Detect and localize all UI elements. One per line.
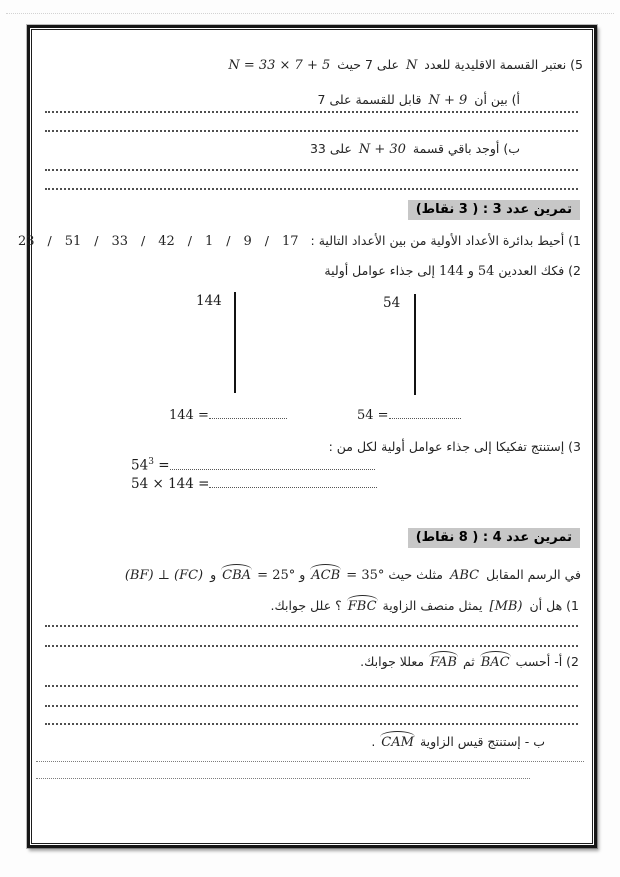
angle-BAC: BAC bbox=[479, 652, 512, 672]
ex4-q2b-period: . bbox=[371, 734, 376, 749]
ex2-item-b-text1: ب) أوجد باقي قسمة bbox=[412, 141, 520, 156]
dotted-answer-line bbox=[45, 723, 578, 725]
ex3-q3-expr1 bbox=[131, 457, 375, 474]
angle-FAB: FAB bbox=[428, 652, 459, 672]
ex2-item5-line bbox=[225, 57, 583, 75]
ex4-q2a-text3: معللا جوابك. bbox=[360, 654, 425, 669]
ex3-q2-conjunction: و bbox=[467, 263, 474, 278]
dotted-answer-line bbox=[45, 130, 578, 132]
prime-candidate-number: 23 bbox=[17, 234, 35, 249]
ex4-intro-line bbox=[122, 565, 581, 585]
angle-ACB: ACB bbox=[309, 565, 342, 585]
angle-CBA: CBA bbox=[220, 565, 253, 585]
angle-CBA-value: = 25° bbox=[253, 568, 296, 583]
prime-candidate-number: 42 bbox=[158, 234, 175, 249]
ex3-q3-line: 3) إستنتج تفكيكا إلى جذاء عوامل أولية لكل من : bbox=[328, 439, 581, 454]
ex3-q2-line bbox=[324, 263, 581, 281]
dotted-answer-line bbox=[45, 685, 578, 687]
ex4-q2a-line bbox=[360, 652, 579, 672]
factor-column-144-rule bbox=[234, 292, 236, 393]
ex3-q1-line bbox=[10, 233, 581, 251]
ex4-q2b-text1: ب - إستنتج قيس الزاوية bbox=[419, 734, 545, 749]
prime-candidate-number: 33 bbox=[111, 234, 129, 249]
dotted-answer-line bbox=[45, 705, 578, 707]
scan-artifact-line bbox=[6, 13, 614, 14]
factor-result-144-eq: 144 = bbox=[169, 408, 209, 423]
factor-result-54 bbox=[357, 408, 461, 423]
factor-column-54-rule bbox=[414, 294, 416, 395]
dotted-blank bbox=[170, 459, 375, 470]
ex3-q1-text: 1) أحيط بدائرة الأعداد الأولية من بين الأعداد التالية : bbox=[310, 233, 581, 248]
dotted-answer-line bbox=[45, 169, 578, 171]
triangle-name: ABC bbox=[449, 568, 480, 583]
factor-result-54-eq: 54 = bbox=[357, 408, 389, 423]
ex3-q2-number-144: 144 bbox=[439, 264, 464, 279]
ex4-q2b-line bbox=[371, 732, 545, 752]
ex2-item5-text1: 5) نعتبر القسمة الاقليدية للعدد bbox=[424, 57, 583, 72]
number-separator: / bbox=[47, 233, 52, 248]
number-separator: / bbox=[187, 233, 193, 248]
prime-candidate-number: 1 bbox=[205, 234, 214, 249]
ex4-intro-conj2: و bbox=[210, 567, 217, 582]
ex2-item5-equation: N = 33 × 7 + 5 bbox=[228, 58, 331, 73]
prime-number-list bbox=[10, 233, 307, 248]
angle-CBA-equation bbox=[220, 565, 295, 585]
ex3-q3-expr2 bbox=[131, 476, 377, 492]
dotted-blank bbox=[389, 408, 461, 419]
ex2-item-a-text2: قابل للقسمة على 7 bbox=[317, 92, 422, 107]
prime-candidate-number: 17 bbox=[282, 234, 299, 249]
dotted-answer-line bbox=[36, 778, 530, 779]
dotted-answer-line bbox=[45, 188, 578, 190]
angle-ACB-equation bbox=[309, 565, 384, 585]
ex4-q1-text1: 1) هل أن bbox=[529, 598, 579, 613]
factor-result-144 bbox=[169, 408, 287, 423]
ex4-q1-line bbox=[270, 596, 579, 616]
ex2-item-a-math: N + 9 bbox=[428, 93, 468, 108]
ex2-item-b-math: N + 30 bbox=[358, 142, 406, 157]
ex3-q2-number-54: 54 bbox=[477, 264, 495, 279]
number-separator: / bbox=[94, 233, 99, 248]
angle-FBC: FBC bbox=[346, 596, 379, 616]
ex4-intro-conj1: و bbox=[299, 567, 306, 582]
ex3-q2-text2: إلى جذاء عوامل أولية bbox=[324, 263, 436, 278]
ex3-q2-text1: 2) فكك العددين bbox=[498, 263, 581, 278]
ex2-item-a-text1: أ) بين أن bbox=[474, 92, 520, 107]
dotted-blank bbox=[209, 408, 287, 419]
expr1-exponent: 3 bbox=[148, 457, 154, 467]
factor-column-144-label: 144 bbox=[196, 293, 222, 309]
number-separator: / bbox=[264, 233, 270, 248]
ex4-intro-text2: مثلث حيث bbox=[388, 567, 443, 582]
ray-MB: [MB) bbox=[489, 599, 523, 614]
ex2-item-b-line bbox=[310, 141, 520, 159]
ex4-intro-text1: في الرسم المقابل bbox=[486, 567, 581, 582]
factor-column-54-label: 54 bbox=[383, 295, 401, 311]
ex4-q2a-text1: 2) أ- أحسب bbox=[515, 654, 579, 669]
perpendicular-statement: (BF) ⊥ (FC) bbox=[124, 568, 204, 583]
prime-candidate-number: 51 bbox=[64, 234, 82, 249]
number-separator: / bbox=[141, 233, 146, 248]
angle-ACB-value: = 35° bbox=[342, 568, 385, 583]
ex2-item5-text2: على 7 حيث bbox=[337, 57, 399, 72]
ex2-item5-var-N: N bbox=[405, 58, 418, 73]
exercise-4-banner: تمرين عدد 4 : ( 8 نقاط) bbox=[408, 528, 580, 548]
dotted-answer-line bbox=[36, 761, 584, 762]
number-separator: / bbox=[226, 233, 231, 248]
expr1-base: 54 bbox=[131, 457, 149, 474]
prime-candidate-number: 9 bbox=[243, 234, 252, 249]
expr2-equation: 54 × 144 = bbox=[131, 476, 210, 492]
ex4-q1-text2: يمثل منصف الزاوية bbox=[382, 598, 483, 613]
dotted-answer-line bbox=[45, 625, 578, 627]
ex2-item-a-line bbox=[318, 92, 520, 110]
dotted-answer-line bbox=[45, 111, 578, 113]
ex4-q2a-text2: ثم bbox=[462, 654, 475, 669]
dotted-blank bbox=[209, 477, 377, 488]
ex2-item-b-text2: على 33 bbox=[309, 141, 352, 156]
exercise-3-banner: تمرين عدد 3 : ( 3 نقاط) bbox=[408, 200, 580, 220]
expr1-equals: = bbox=[153, 457, 170, 474]
ex4-q1-text3: ؟ علل جوابك. bbox=[270, 598, 342, 613]
angle-CAM: CAM bbox=[379, 732, 416, 752]
dotted-answer-line bbox=[45, 645, 578, 647]
